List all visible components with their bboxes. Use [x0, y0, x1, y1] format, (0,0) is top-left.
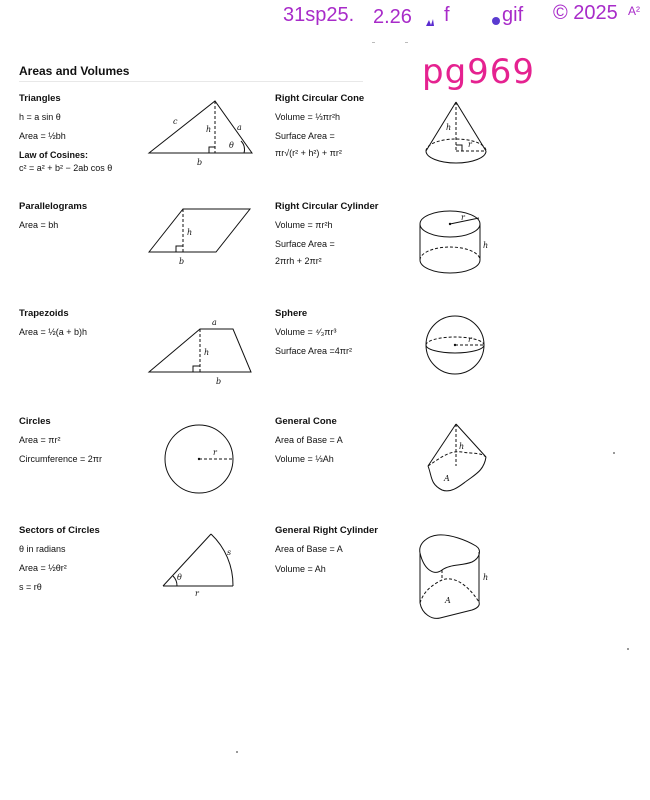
sectors-title: Sectors of Circles	[19, 525, 100, 536]
page-title: Areas and Volumes	[19, 64, 130, 78]
header-f: f	[444, 4, 450, 26]
header-date: 31sp25.	[283, 4, 355, 26]
trapezoid-label-a: a	[212, 318, 217, 327]
sectors-formula-2: Area = ½θr²	[19, 563, 67, 573]
triangles-formula-4: c² = a² + b² − 2ab cos θ	[19, 163, 113, 173]
general-cylinder-label-A: A	[445, 596, 451, 605]
sector-label-theta: θ	[177, 573, 182, 582]
sectors-formula-3: s = rθ	[19, 582, 42, 592]
header-time: 2.26	[373, 6, 412, 28]
triangles-title: Triangles	[19, 93, 61, 104]
handwritten-page-note: pg969	[422, 52, 536, 92]
speck-mark	[236, 751, 238, 753]
triangle-label-c: c	[173, 117, 178, 126]
trapezoid-label-h: h	[204, 348, 210, 357]
general-cylinder-formula-2: Volume = Ah	[275, 564, 326, 574]
trapezoid-label-b: b	[216, 377, 222, 386]
sphere-title: Sphere	[275, 308, 308, 319]
cylinder-title: Right Circular Cylinder	[275, 201, 379, 212]
cylinder-label-h: h	[483, 241, 489, 250]
general-cylinder-formula-1: Area of Base = A	[275, 544, 343, 554]
circles-formula-2: Circumference = 2πr	[19, 454, 102, 464]
header-copyright: © 2025	[553, 2, 618, 24]
general-cylinder-label-h: h	[483, 573, 489, 582]
header-gif: gif	[502, 4, 524, 26]
header-superscript: A²	[628, 4, 640, 18]
cylinder-formula-2: Surface Area =	[275, 239, 335, 249]
parallelograms-formula-1: Area = bh	[19, 220, 59, 230]
cone-formula-2: Surface Area =	[275, 131, 335, 141]
triangle-label-b: b	[197, 158, 203, 167]
circles-formula-1: Area = πr²	[19, 435, 61, 445]
triangle-label-theta: θ	[229, 141, 234, 150]
trapezoids-formula-1: Area = ½(a + b)h	[19, 327, 88, 337]
parallelogram-label-b: b	[179, 257, 185, 266]
general-cone-formula-2: Volume = ⅓Ah	[275, 454, 334, 464]
cylinder-formula-3: 2πrh + 2πr²	[275, 256, 322, 266]
triangle-label-h: h	[206, 125, 212, 134]
triangle-label-a: a	[237, 123, 242, 132]
general-cylinder-title: General Right Cylinder	[275, 525, 378, 536]
general-cone-label-A: A	[444, 474, 450, 483]
cylinder-formula-1: Volume = πr²h	[275, 220, 333, 230]
circles-title: Circles	[19, 416, 51, 427]
general-cone-title: General Cone	[275, 416, 337, 427]
cylinder-label-r: r	[461, 213, 465, 222]
cone-label-r: r	[468, 140, 472, 149]
sphere-formula-1: Volume = ⁴⁄₃πr³	[275, 327, 337, 337]
trapezoids-title: Trapezoids	[19, 308, 69, 319]
sphere-label-r: r	[468, 335, 472, 344]
cone-formula-3: πr√(r² + h²) + πr²	[275, 148, 342, 158]
parallelogram-label-h: h	[187, 228, 193, 237]
speck-mark	[613, 452, 615, 454]
circle-label-r: r	[213, 448, 217, 457]
triangles-formula-2: Area = ½bh	[19, 131, 66, 141]
general-cone-label-h: h	[459, 442, 465, 451]
cone-title: Right Circular Cone	[275, 93, 365, 104]
sector-label-r: r	[195, 589, 199, 598]
cone-label-h: h	[446, 123, 452, 132]
general-cone-formula-1: Area of Base = A	[275, 435, 343, 445]
triangles-formula-1: h = a sin θ	[19, 112, 61, 122]
sphere-formula-2: Surface Area =4πr²	[275, 346, 352, 356]
parallelograms-title: Parallelograms	[19, 201, 88, 212]
triangles-formula-3: Law of Cosines:	[19, 150, 89, 160]
sector-label-s: s	[227, 548, 232, 557]
sectors-formula-1: θ in radians	[19, 544, 66, 554]
cone-formula-1: Volume = ⅓πr²h	[275, 112, 340, 122]
speck-mark	[627, 648, 629, 650]
